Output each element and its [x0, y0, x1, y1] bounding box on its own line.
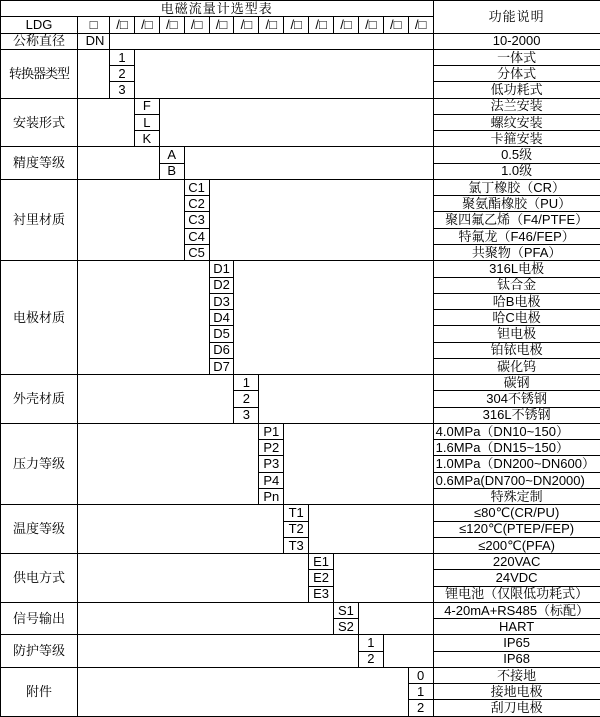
model-box-3: /□	[159, 17, 184, 33]
model-box-12: /□	[383, 17, 408, 33]
code-accessories-1: 1	[408, 684, 433, 700]
row-accessories-0	[1, 667, 600, 683]
desc-accuracy-class-B: 1.0级	[433, 163, 600, 179]
model-box-9: /□	[309, 17, 334, 33]
table-title: 电磁流量计选型表	[1, 1, 434, 17]
row-electrode-material-D1	[1, 261, 600, 277]
spacer-left-accessories	[78, 667, 409, 716]
desc-housing-material-3: 316L不锈钢	[433, 407, 600, 423]
code-liner-material-C4: C4	[184, 228, 209, 244]
desc-signal-output-S1: 4-20mA+RS485（标配）	[433, 602, 600, 618]
section-label-temperature-rating: 温度等级	[1, 505, 78, 554]
code-signal-output-S1: S1	[334, 602, 359, 618]
model-box-5: /□	[209, 17, 234, 33]
section-label-installation-type: 安装形式	[1, 98, 78, 147]
spacer-left-temperature-rating	[78, 505, 284, 554]
code-accuracy-class-B: B	[159, 163, 184, 179]
desc-liner-material-C3: 聚四氟乙烯（F4/PTFE）	[433, 212, 600, 228]
desc-converter-type-3: 低功耗式	[433, 82, 600, 98]
code-pressure-rating-P1: P1	[259, 423, 284, 439]
desc-housing-material-1: 碳钢	[433, 375, 600, 391]
code-converter-type-1: 1	[110, 49, 135, 65]
model-box-4: /□	[184, 17, 209, 33]
code-housing-material-3: 3	[234, 407, 259, 423]
section-label-converter-type: 转换器类型	[1, 49, 78, 98]
row-pressure-rating-P1	[1, 423, 600, 439]
model-box-7: /□	[259, 17, 284, 33]
desc-accessories-0: 不接地	[433, 667, 600, 683]
spacer-left-converter-type	[78, 49, 110, 98]
code-liner-material-C3: C3	[184, 212, 209, 228]
row-power-supply-E1	[1, 554, 600, 570]
desc-electrode-material-D5: 钽电极	[433, 326, 600, 342]
row-accuracy-class-A	[1, 147, 600, 163]
spacer-right-accuracy-class	[184, 147, 433, 180]
code-electrode-material-D1: D1	[209, 261, 234, 277]
spacer-right-installation-type	[159, 98, 433, 147]
section-label-housing-material: 外壳材质	[1, 375, 78, 424]
section-label-electrode-material: 电极材质	[1, 261, 78, 375]
spacer-left-liner-material	[78, 179, 185, 260]
desc-pressure-rating-Pn: 特殊定制	[433, 488, 600, 504]
section-label-nominal-diameter: 公称直径	[1, 33, 78, 49]
model-box-13: /□	[408, 17, 433, 33]
desc-pressure-rating-P4: 0.6MPa(DN700~DN2000)	[433, 472, 600, 488]
desc-installation-type-L: 螺纹安装	[433, 114, 600, 130]
desc-liner-material-C1: 氯丁橡胶（CR）	[433, 179, 600, 195]
code-protection-rating-1: 1	[358, 635, 383, 651]
spacer-right-housing-material	[259, 375, 433, 424]
desc-housing-material-2: 304不锈钢	[433, 391, 600, 407]
desc-pressure-rating-P1: 4.0MPa（DN10~150）	[433, 423, 600, 439]
model-box-8: /□	[284, 17, 309, 33]
code-electrode-material-D6: D6	[209, 342, 234, 358]
spacer-left-electrode-material	[78, 261, 210, 375]
nominal-diameter-row	[1, 33, 600, 49]
code-liner-material-C2: C2	[184, 196, 209, 212]
code-signal-output-S2: S2	[334, 619, 359, 635]
code-accessories-0: 0	[408, 667, 433, 683]
model-prefix: LDG	[1, 17, 78, 33]
section-label-pressure-rating: 压力等级	[1, 423, 78, 504]
desc-temperature-rating-T1: ≤80℃(CR/PU)	[433, 505, 600, 521]
desc-electrode-material-D7: 碳化钨	[433, 358, 600, 374]
desc-power-supply-E1: 220VAC	[433, 554, 600, 570]
desc-installation-type-K: 卡箍安装	[433, 131, 600, 147]
desc-temperature-rating-T3: ≤200℃(PFA)	[433, 537, 600, 553]
code-temperature-rating-T2: T2	[284, 521, 309, 537]
model-box-6: /□	[234, 17, 259, 33]
spacer-right-protection-rating	[383, 635, 433, 668]
desc-accessories-2: 刮刀电极	[433, 700, 600, 716]
model-box-0: □	[78, 17, 110, 33]
desc-power-supply-E3: 锂电池（仅限低功耗式）	[433, 586, 600, 602]
spacer-right-liner-material	[209, 179, 433, 260]
spacer-left-pressure-rating	[78, 423, 259, 504]
desc-liner-material-C2: 聚氨酯橡胶（PU）	[433, 196, 600, 212]
desc-liner-material-C4: 特氟龙（F46/FEP）	[433, 228, 600, 244]
row-liner-material-C1	[1, 179, 600, 195]
section-label-signal-output: 信号输出	[1, 602, 78, 635]
code-electrode-material-D3: D3	[209, 293, 234, 309]
row-temperature-rating-T1	[1, 505, 600, 521]
code-pressure-rating-P2: P2	[259, 440, 284, 456]
desc-electrode-material-D2: 钛合金	[433, 277, 600, 293]
spacer-left-power-supply	[78, 554, 309, 603]
code-temperature-rating-T3: T3	[284, 537, 309, 553]
code-converter-type-3: 3	[110, 82, 135, 98]
code-converter-type-2: 2	[110, 66, 135, 82]
code-installation-type-L: L	[134, 114, 159, 130]
model-box-1: /□	[110, 17, 135, 33]
code-power-supply-E2: E2	[309, 570, 334, 586]
row-signal-output-S1	[1, 602, 600, 618]
desc-nominal-diameter: 10-2000	[433, 33, 600, 49]
desc-protection-rating-2: IP68	[433, 651, 600, 667]
code-pressure-rating-P3: P3	[259, 456, 284, 472]
code-power-supply-E1: E1	[309, 554, 334, 570]
desc-temperature-rating-T2: ≤120℃(PTEP/FEP)	[433, 521, 600, 537]
row-housing-material-1	[1, 375, 600, 391]
model-box-11: /□	[358, 17, 383, 33]
title-row	[1, 1, 600, 17]
model-box-2: /□	[134, 17, 159, 33]
desc-power-supply-E2: 24VDC	[433, 570, 600, 586]
code-electrode-material-D4: D4	[209, 310, 234, 326]
desc-installation-type-F: 法兰安装	[433, 98, 600, 114]
spacer-left-installation-type	[78, 98, 135, 147]
section-label-protection-rating: 防护等级	[1, 635, 78, 668]
code-temperature-rating-T1: T1	[284, 505, 309, 521]
code-housing-material-2: 2	[234, 391, 259, 407]
code-nominal-diameter: DN	[78, 33, 110, 49]
spacer-left-housing-material	[78, 375, 234, 424]
desc-electrode-material-D4: 哈C电极	[433, 310, 600, 326]
desc-signal-output-S2: HART	[433, 619, 600, 635]
code-liner-material-C5: C5	[184, 244, 209, 260]
desc-converter-type-1: 一体式	[433, 49, 600, 65]
desc-electrode-material-D3: 哈B电极	[433, 293, 600, 309]
desc-accessories-1: 接地电极	[433, 684, 600, 700]
spacer-left-accuracy-class	[78, 147, 160, 180]
section-label-liner-material: 衬里材质	[1, 179, 78, 260]
code-electrode-material-D5: D5	[209, 326, 234, 342]
spacer-nominal-diameter	[110, 33, 434, 49]
desc-pressure-rating-P3: 1.0MPa（DN200~DN600）	[433, 456, 600, 472]
code-accuracy-class-A: A	[159, 147, 184, 163]
desc-converter-type-2: 分体式	[433, 66, 600, 82]
row-installation-type-F	[1, 98, 600, 114]
code-housing-material-1: 1	[234, 375, 259, 391]
code-installation-type-K: K	[134, 131, 159, 147]
section-label-power-supply: 供电方式	[1, 554, 78, 603]
section-label-accessories: 附件	[1, 667, 78, 716]
code-power-supply-E3: E3	[309, 586, 334, 602]
spacer-right-electrode-material	[234, 261, 433, 375]
desc-protection-rating-1: IP65	[433, 635, 600, 651]
desc-electrode-material-D1: 316L电极	[433, 261, 600, 277]
code-electrode-material-D2: D2	[209, 277, 234, 293]
desc-pressure-rating-P2: 1.6MPa（DN15~150）	[433, 440, 600, 456]
function-column-header: 功能说明	[433, 1, 600, 34]
section-label-accuracy-class: 精度等级	[1, 147, 78, 180]
row-protection-rating-1	[1, 635, 600, 651]
spacer-left-signal-output	[78, 602, 334, 635]
code-pressure-rating-Pn: Pn	[259, 488, 284, 504]
code-installation-type-F: F	[134, 98, 159, 114]
spacer-right-temperature-rating	[309, 505, 434, 554]
spacer-right-pressure-rating	[284, 423, 433, 504]
desc-accuracy-class-A: 0.5级	[433, 147, 600, 163]
spacer-right-power-supply	[334, 554, 434, 603]
desc-liner-material-C5: 共聚物（PFA）	[433, 244, 600, 260]
desc-electrode-material-D6: 铂铱电极	[433, 342, 600, 358]
code-protection-rating-2: 2	[358, 651, 383, 667]
model-box-10: /□	[334, 17, 359, 33]
spacer-left-protection-rating	[78, 635, 359, 668]
spacer-right-signal-output	[358, 602, 433, 635]
spacer-right-converter-type	[134, 49, 433, 98]
code-accessories-2: 2	[408, 700, 433, 716]
code-pressure-rating-P4: P4	[259, 472, 284, 488]
row-converter-type-1	[1, 49, 600, 65]
code-liner-material-C1: C1	[184, 179, 209, 195]
code-electrode-material-D7: D7	[209, 358, 234, 374]
